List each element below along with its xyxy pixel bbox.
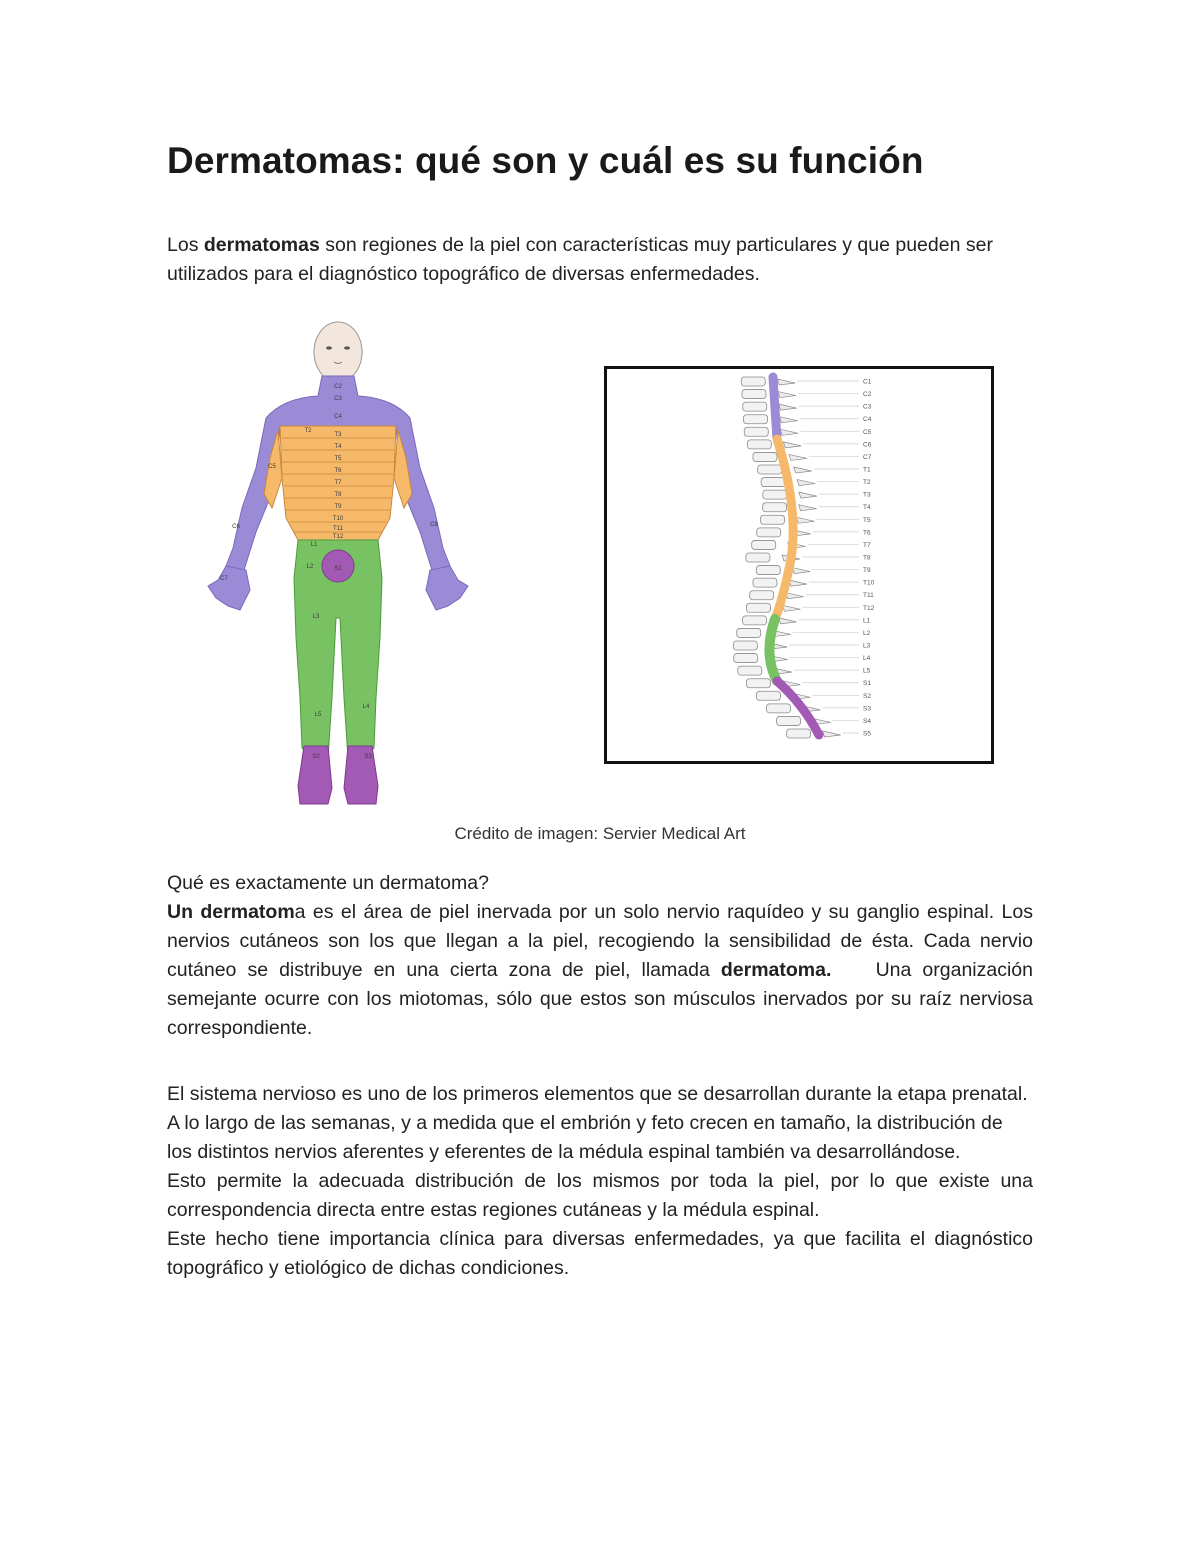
vertebra-s3 — [766, 704, 790, 713]
body-label-l4: L4 — [362, 704, 370, 710]
body-label-t6: T6 — [334, 468, 342, 474]
vertebra-t7 — [752, 540, 776, 549]
definition-text-2: Una organización semejante ocurre con los miotomas, sólo que estos son músculos inervados por su raíz nerviosa correspondiente. — [167, 959, 1039, 1039]
body-label-c7: C7 — [220, 576, 228, 582]
spine-label-c7: C7 — [863, 453, 872, 461]
section-development — [167, 1080, 1033, 1283]
body-label-t10: T10 — [332, 516, 344, 522]
spine-svg — [607, 369, 991, 761]
spinous-process-c2 — [778, 392, 796, 398]
body-label-s2: S2 — [312, 754, 320, 760]
spine-label-l3: L3 — [863, 642, 871, 650]
development-paragraph-2: Esto permite la adecuada distribución de los mismos por toda la piel, por lo que existe una correspondencia directa entre estas regiones cutáneas y la médula espinal. — [167, 1170, 1033, 1221]
definition-bold-term: dermatoma. — [720, 959, 832, 981]
vertebra-c4 — [744, 415, 768, 424]
vertebra-s2 — [756, 691, 780, 700]
vertebra-t5 — [761, 515, 785, 524]
spine-label-c1: C1 — [863, 378, 872, 386]
vertebra-t8 — [746, 553, 770, 562]
body-label-t2: T2 — [304, 428, 312, 434]
spinous-process-c4 — [780, 417, 798, 423]
spine-label-t7: T7 — [863, 541, 871, 549]
head-shape — [314, 322, 362, 382]
spine-label-l5: L5 — [863, 667, 871, 675]
spine-label-s1: S1 — [863, 680, 871, 688]
body-label-c6: C6 — [232, 524, 240, 530]
vertebra-t11 — [750, 591, 774, 600]
vertebra-t12 — [746, 603, 770, 612]
vertebra-c6 — [747, 440, 771, 449]
body-label-l2: L2 — [306, 564, 314, 570]
spinous-process-t3 — [799, 492, 817, 498]
development-paragraph-3: Este hecho tiene importancia clínica para diversas enfermedades, ya que facilita el diagnóstico topográfico y etiológico de dichas condiciones. — [167, 1228, 1033, 1279]
spine-label-group — [789, 379, 874, 738]
vertebra-c7 — [753, 452, 777, 461]
spine-label-s4: S4 — [863, 717, 871, 725]
body-label-c5: C5 — [268, 464, 276, 470]
vertebra-l5 — [738, 666, 762, 675]
spine-label-c4: C4 — [863, 416, 872, 424]
body-label-c4: C4 — [334, 414, 342, 420]
spine-label-c2: C2 — [863, 391, 872, 399]
vertebra-l3 — [733, 641, 757, 650]
body-label-t12: T12 — [332, 534, 344, 540]
body-label-t3: T3 — [334, 432, 342, 438]
body-dermatome-figure — [188, 318, 490, 815]
spinous-process-t1 — [794, 467, 812, 473]
vertebra-t4 — [763, 503, 787, 512]
spine-label-c5: C5 — [863, 428, 872, 436]
vertebra-l4 — [734, 654, 758, 663]
spine-label-c3: C3 — [863, 403, 872, 411]
section-what-is — [167, 869, 1039, 1043]
vertebra-l1 — [743, 616, 767, 625]
body-label-t4: T4 — [334, 444, 342, 450]
spinous-process-c1 — [777, 379, 795, 385]
intro-paragraph — [167, 231, 1047, 289]
vertebra-l2 — [737, 628, 761, 637]
page-title: Dermatomas: qué son y cuál es su función — [167, 140, 924, 181]
vertebra-c5 — [744, 427, 768, 436]
spinous-process-t4 — [799, 505, 817, 511]
spine-label-t1: T1 — [863, 466, 871, 474]
spinous-process-c3 — [779, 404, 797, 410]
vertebra-t3 — [763, 490, 787, 499]
spine-label-t2: T2 — [863, 479, 871, 487]
cord-cervical — [773, 377, 777, 439]
spine-label-s3: S3 — [863, 705, 871, 713]
spinous-process-c5 — [780, 429, 798, 435]
spine-label-s2: S2 — [863, 692, 871, 700]
vertebra-s1 — [746, 679, 770, 688]
spine-label-s5: S5 — [863, 730, 871, 738]
foot-right — [344, 746, 378, 804]
spinous-process-s5 — [823, 731, 841, 737]
body-label-l5: L5 — [314, 712, 322, 718]
intro-bold-term: dermatomas — [203, 234, 320, 256]
spine-label-l4: L4 — [863, 655, 871, 663]
body-label-t7: T7 — [334, 480, 342, 486]
spine-label-t11: T11 — [863, 592, 874, 600]
spine-label-t5: T5 — [863, 516, 871, 524]
definition-paragraph — [167, 898, 1039, 1043]
spine-label-t9: T9 — [863, 567, 871, 575]
body-label-s3: S3 — [364, 754, 372, 760]
spine-label-l2: L2 — [863, 629, 871, 637]
spinous-process-t9 — [792, 568, 810, 574]
spine-label-l1: L1 — [863, 617, 871, 625]
vertebra-t6 — [757, 528, 781, 537]
vertebra-s4 — [777, 716, 801, 725]
eye-left — [326, 346, 332, 349]
hand-right — [426, 566, 468, 610]
vertebra-c2 — [742, 390, 766, 399]
spinous-process-t2 — [797, 480, 815, 486]
spine-label-t8: T8 — [863, 554, 871, 562]
body-label-l1: L1 — [310, 542, 318, 548]
spine-dermatome-figure — [604, 366, 994, 764]
body-label-t8: T8 — [334, 492, 342, 498]
spinous-process-t5 — [797, 517, 815, 523]
spine-label-t10: T10 — [863, 579, 875, 587]
development-paragraph-1: El sistema nervioso es uno de los primeros elementos que se desarrollan durante la etapa prenatal. A lo largo de las semanas, y a medida que el embrión y feto crecen en tamaño, la distribución de los distintos nervios aferentes y eferentes de la médula espinal también va desarrollándose. — [167, 1083, 1028, 1163]
vertebra-t1 — [758, 465, 782, 474]
vertebra-c3 — [743, 402, 767, 411]
spinous-process-c7 — [789, 454, 807, 460]
image-caption: Crédito de imagen: Servier Medical Art — [454, 824, 746, 843]
vertebra-t2 — [761, 478, 785, 487]
spinous-process-l1 — [779, 618, 797, 624]
spinous-process-t11 — [786, 593, 804, 599]
definition-text-1: a es el área de piel inervada por un solo nervio raquídeo y su ganglio espinal. Los nervios cutáneos son los que llegan a la piel, recogiendo la sensibilidad de ésta. Cada nervio cutáneo se distribuye en una cierta zona de piel, llamada — [167, 901, 1033, 981]
cord-lumbar — [769, 619, 777, 681]
body-dermatome-svg — [188, 318, 490, 815]
intro-text-end: son regiones de la piel con características muy particulares y que pueden ser utilizados para el diagnóstico topográfico de diversas enfermedades. — [167, 234, 993, 285]
spinous-process-c6 — [783, 442, 801, 448]
spine-label-c6: C6 — [863, 441, 872, 449]
hand-left — [208, 566, 250, 610]
body-label-c8: C8 — [430, 522, 438, 528]
vertebra-t10 — [753, 578, 777, 587]
body-label-c3: C3 — [334, 396, 342, 402]
body-label-t9: T9 — [334, 504, 342, 510]
spine-label-t3: T3 — [863, 491, 871, 499]
definition-bold-start: Un dermatom — [167, 901, 295, 923]
spinous-process-t12 — [782, 605, 800, 611]
spinous-process-t10 — [789, 580, 807, 586]
eye-right — [344, 346, 350, 349]
vertebra-t9 — [756, 566, 780, 575]
spine-label-t12: T12 — [863, 604, 875, 612]
body-label-s1: S1 — [334, 566, 342, 572]
section-question: Qué es exactamente un dermatoma? — [167, 872, 489, 894]
body-label-l3: L3 — [312, 614, 320, 620]
body-label-t11: T11 — [333, 526, 343, 532]
intro-text-start: Los — [167, 234, 204, 256]
body-label-c2: C2 — [334, 384, 342, 390]
vertebra-c1 — [741, 377, 765, 386]
vertebra-s5 — [787, 729, 811, 738]
body-label-t5: T5 — [334, 456, 342, 462]
spine-label-t4: T4 — [863, 504, 871, 512]
spine-label-t6: T6 — [863, 529, 871, 537]
